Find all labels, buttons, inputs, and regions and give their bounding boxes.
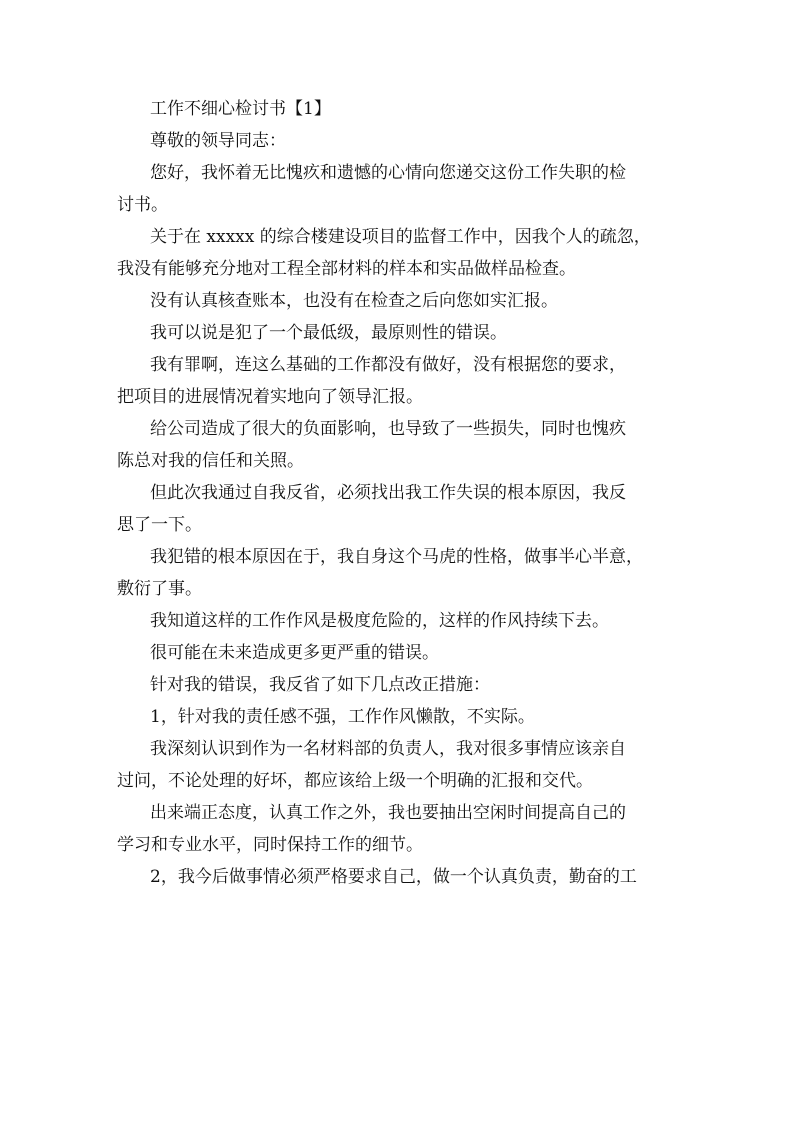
text-line: 过问，不论处理的好坏，都应该给上级一个明确的汇报和交代。 bbox=[117, 771, 593, 791]
text-line: 思了一下。 bbox=[117, 515, 202, 535]
text-line: 陈总对我的信任和关照。 bbox=[117, 451, 304, 471]
text-line: 您好，我怀着无比愧疚和遗憾的心情向您递交这份工作失职的检 bbox=[150, 163, 626, 183]
text-line: 给公司造成了很大的负面影响，也导致了一些损失，同时也愧疚 bbox=[150, 419, 626, 439]
text-line: 我深刻认识到作为一名材料部的负责人，我对很多事情应该亲自 bbox=[150, 739, 626, 759]
text-line: 但此次我通过自我反省，必须找出我工作失误的根本原因，我反 bbox=[150, 483, 626, 503]
text-line: 我可以说是犯了一个最低级，最原则性的错误。 bbox=[150, 323, 507, 343]
document-body bbox=[117, 93, 679, 893]
text-line: 2，我今后做事情必须严格要求自己，做一个认真负责，勤奋的工 bbox=[150, 867, 637, 887]
text-line: 关于在 xxxxx 的综合楼建设项目的监督工作中，因我个人的疏忽， bbox=[150, 227, 651, 247]
text-line: 我没有能够充分地对工程全部材料的样本和实品做样品检查。 bbox=[117, 259, 576, 279]
document-title: 工作不细心检讨书【1】 bbox=[150, 99, 331, 119]
text-line: 没有认真核查账本，也没有在检查之后向您如实汇报。 bbox=[150, 291, 558, 311]
text-line: 我犯错的根本原因在于，我自身这个马虎的性格，做事半心半意， bbox=[150, 547, 643, 567]
text-line: 敷衍了事。 bbox=[117, 579, 202, 599]
text-line: 针对我的错误，我反省了如下几点改正措施： bbox=[150, 675, 490, 695]
text-line: 讨书。 bbox=[117, 195, 168, 215]
text-line: 1，针对我的责任感不强，工作作风懒散，不实际。 bbox=[150, 707, 535, 727]
text-line: 很可能在未来造成更多更严重的错误。 bbox=[150, 643, 439, 663]
text-line: 出来端正态度，认真工作之外，我也要抽出空闲时间提高自己的 bbox=[150, 803, 626, 823]
text-line: 学习和专业水平，同时保持工作的细节。 bbox=[117, 835, 423, 855]
text-line: 把项目的进展情况着实地向了领导汇报。 bbox=[117, 387, 423, 407]
text-line: 我有罪啊，连这么基础的工作都没有做好，没有根据您的要求， bbox=[150, 355, 626, 375]
text-line: 尊敬的领导同志： bbox=[150, 131, 286, 151]
text-line: 我知道这样的工作作风是极度危险的，这样的作风持续下去。 bbox=[150, 611, 609, 631]
